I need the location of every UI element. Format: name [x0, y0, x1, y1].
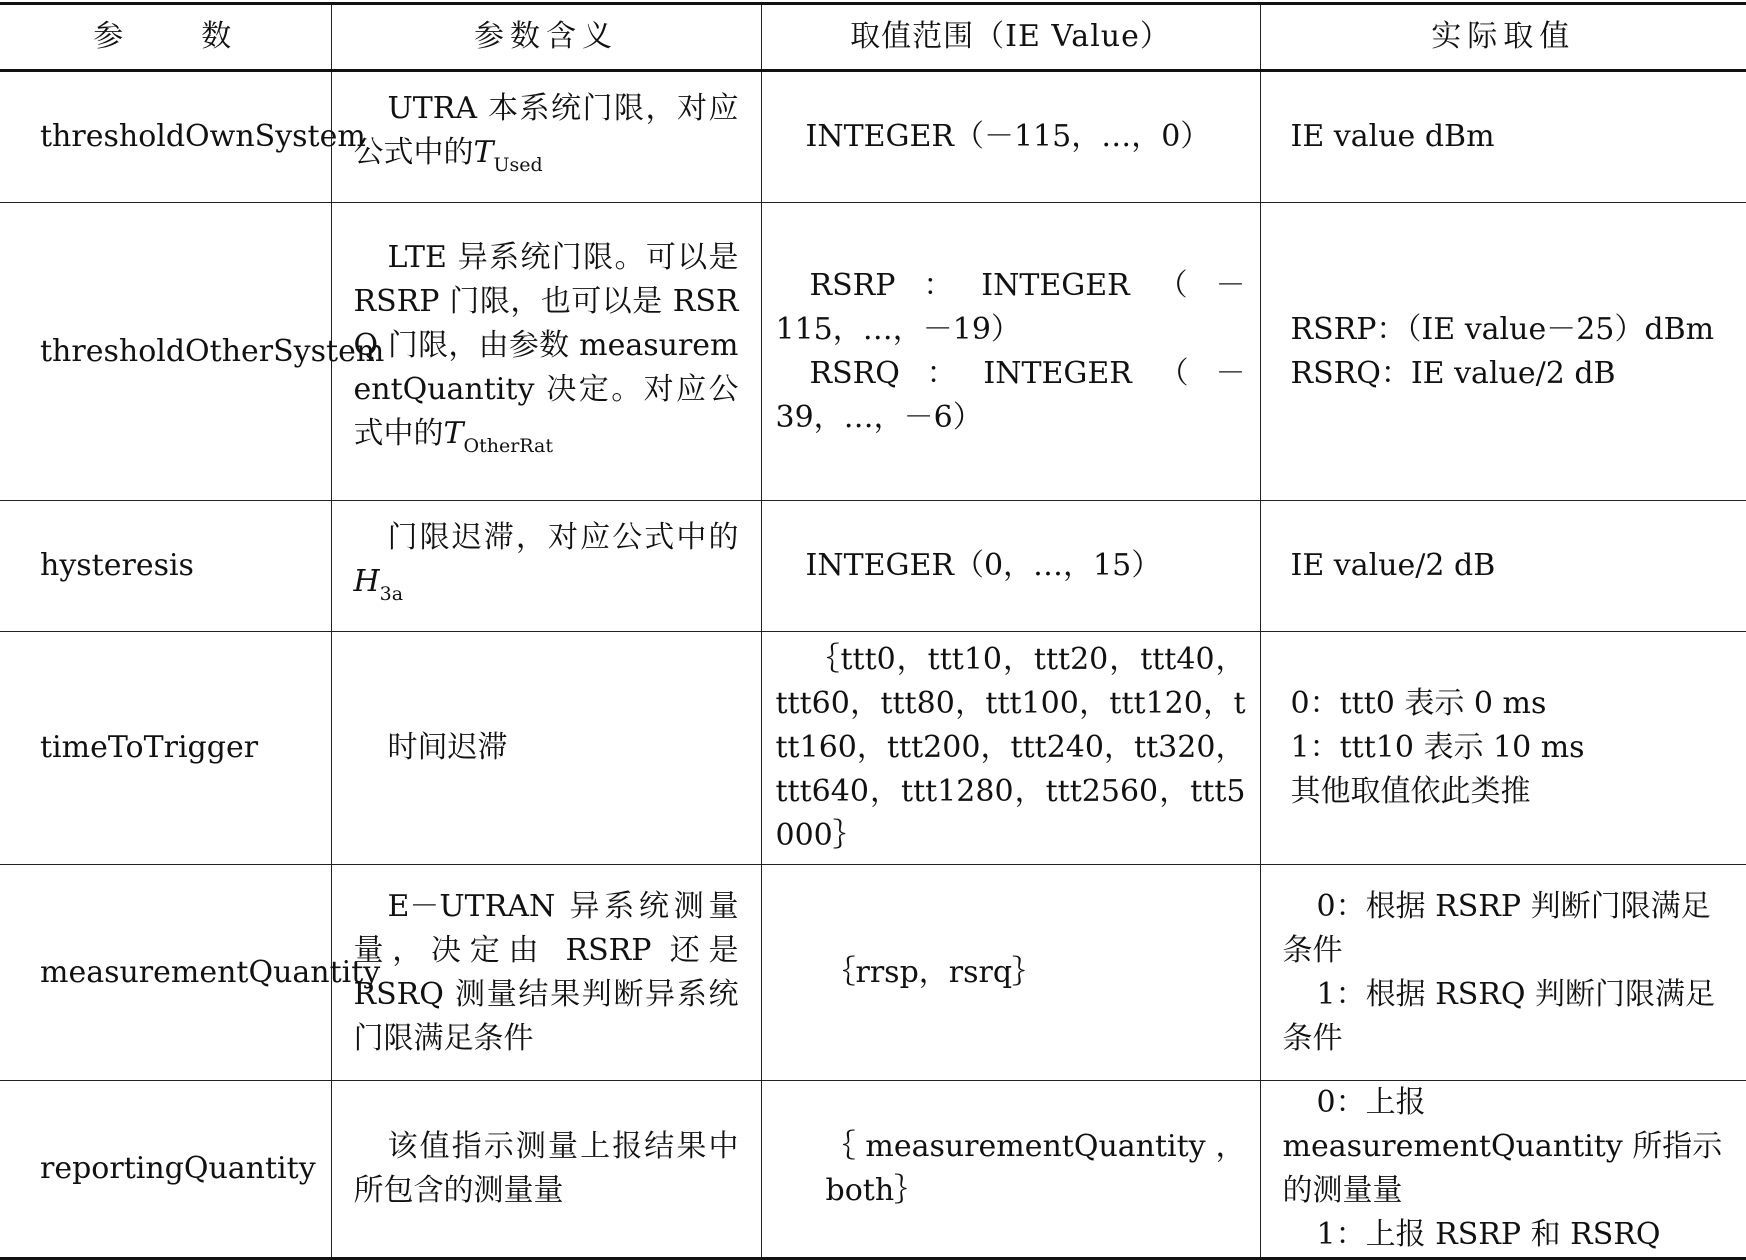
param-actual [1260, 203, 1746, 501]
param-range [761, 203, 1260, 501]
table-row [0, 865, 1746, 1081]
meaning-symbol: T [443, 415, 464, 451]
meaning-text: 时间迟滞 [387, 730, 508, 765]
actual-line: RSRQ：IE value/2 dB [1290, 355, 1616, 391]
param-meaning [331, 203, 761, 501]
meaning-subscript: 3a [379, 583, 404, 605]
meaning-text: E－UTRAN 异系统测量量，决定由 RSRP 还是 RSRQ 测量结果判断异系统门限满足条件 [353, 888, 739, 1056]
range-line: RSRQ：INTEGER（－39，…，－6） [775, 355, 1246, 435]
parameter-table-container [0, 2, 1746, 1260]
meaning-text: UTRA 本系统门限，对应公式中的 [353, 91, 739, 170]
meaning-text: LTE 异系统门限。可以是 RSRP 门限，也可以是 RSRQ 门限，由参数 measurementQuantity 决定。对应公式中的 [353, 239, 739, 451]
actual-line: 0：根据 RSRP 判断门限满足条件 [1282, 888, 1711, 968]
param-range [761, 501, 1260, 632]
actual-line: 1：ttt10 表示 10 ms [1290, 730, 1585, 765]
range-line: ｛rrsp，rsrq｝ [825, 954, 1043, 990]
param-name: thresholdOtherSystem [0, 203, 331, 501]
param-range [761, 865, 1260, 1081]
param-name: thresholdOwnSystem [0, 71, 331, 203]
range-line: ｛measurementQuantity，both｝ [825, 1129, 1246, 1208]
meaning-text: 门限迟滞，对应公式中的 [387, 520, 739, 555]
table-row [0, 203, 1746, 501]
param-actual [1260, 71, 1746, 203]
actual-line: 0：上报 measurementQuantity 所指示的测量量 [1282, 1085, 1723, 1208]
param-meaning [331, 632, 761, 865]
param-actual [1260, 1081, 1746, 1259]
meaning-text: 该值指示测量上报结果中所包含的测量量 [353, 1129, 739, 1208]
header-parameter: 参 数 [0, 4, 331, 71]
actual-line: 0：ttt0 表示 0 ms [1290, 686, 1547, 721]
param-actual [1260, 501, 1746, 632]
meaning-subscript: OtherRat [463, 434, 553, 457]
meaning-symbol: H [353, 564, 380, 599]
table-row [0, 71, 1746, 203]
param-meaning [331, 71, 761, 203]
header-meaning: 参数含义 [331, 4, 761, 71]
actual-line: IE value/2 dB [1290, 548, 1496, 583]
range-line: ｛ttt0，ttt10，ttt20，ttt40，ttt60，ttt80，ttt100，ttt120，ttt160，ttt200，ttt240，tt320，ttt640，ttt1280，ttt2560，ttt5000｝ [775, 642, 1246, 853]
table-row [0, 632, 1746, 865]
table-row [0, 1081, 1746, 1259]
param-range [761, 632, 1260, 865]
param-actual [1260, 632, 1746, 865]
param-name: measurementQuantity [0, 865, 331, 1081]
parameter-table [0, 2, 1746, 1260]
header-value-range: 取值范围（IE Value） [761, 4, 1260, 71]
range-line: RSRP：INTEGER（－115，…，－19） [775, 267, 1246, 347]
meaning-subscript: Used [493, 154, 543, 176]
header-actual-value: 实际取值 [1260, 4, 1746, 71]
param-name: hysteresis [0, 501, 331, 632]
actual-line: IE value dBm [1290, 119, 1495, 154]
param-range [761, 71, 1260, 203]
actual-line: 其他取值依此类推 [1290, 774, 1531, 809]
param-actual [1260, 865, 1746, 1081]
param-name: reportingQuantity [0, 1081, 331, 1259]
param-range [761, 1081, 1260, 1259]
param-meaning [331, 501, 761, 632]
meaning-symbol: T [473, 135, 494, 170]
actual-line: RSRP：（IE value－25）dBm [1290, 311, 1715, 347]
actual-line: 1：上报 RSRP 和 RSRQ [1316, 1217, 1661, 1252]
param-meaning [331, 865, 761, 1081]
param-name: timeToTrigger [0, 632, 331, 865]
range-line: INTEGER（0，…，15） [805, 548, 1162, 583]
param-meaning [331, 1081, 761, 1259]
range-line: INTEGER（－115，…，0） [805, 119, 1211, 154]
actual-line: 1：根据 RSRQ 判断门限满足条件 [1282, 976, 1715, 1056]
table-row [0, 501, 1746, 632]
table-header-row [0, 4, 1746, 71]
